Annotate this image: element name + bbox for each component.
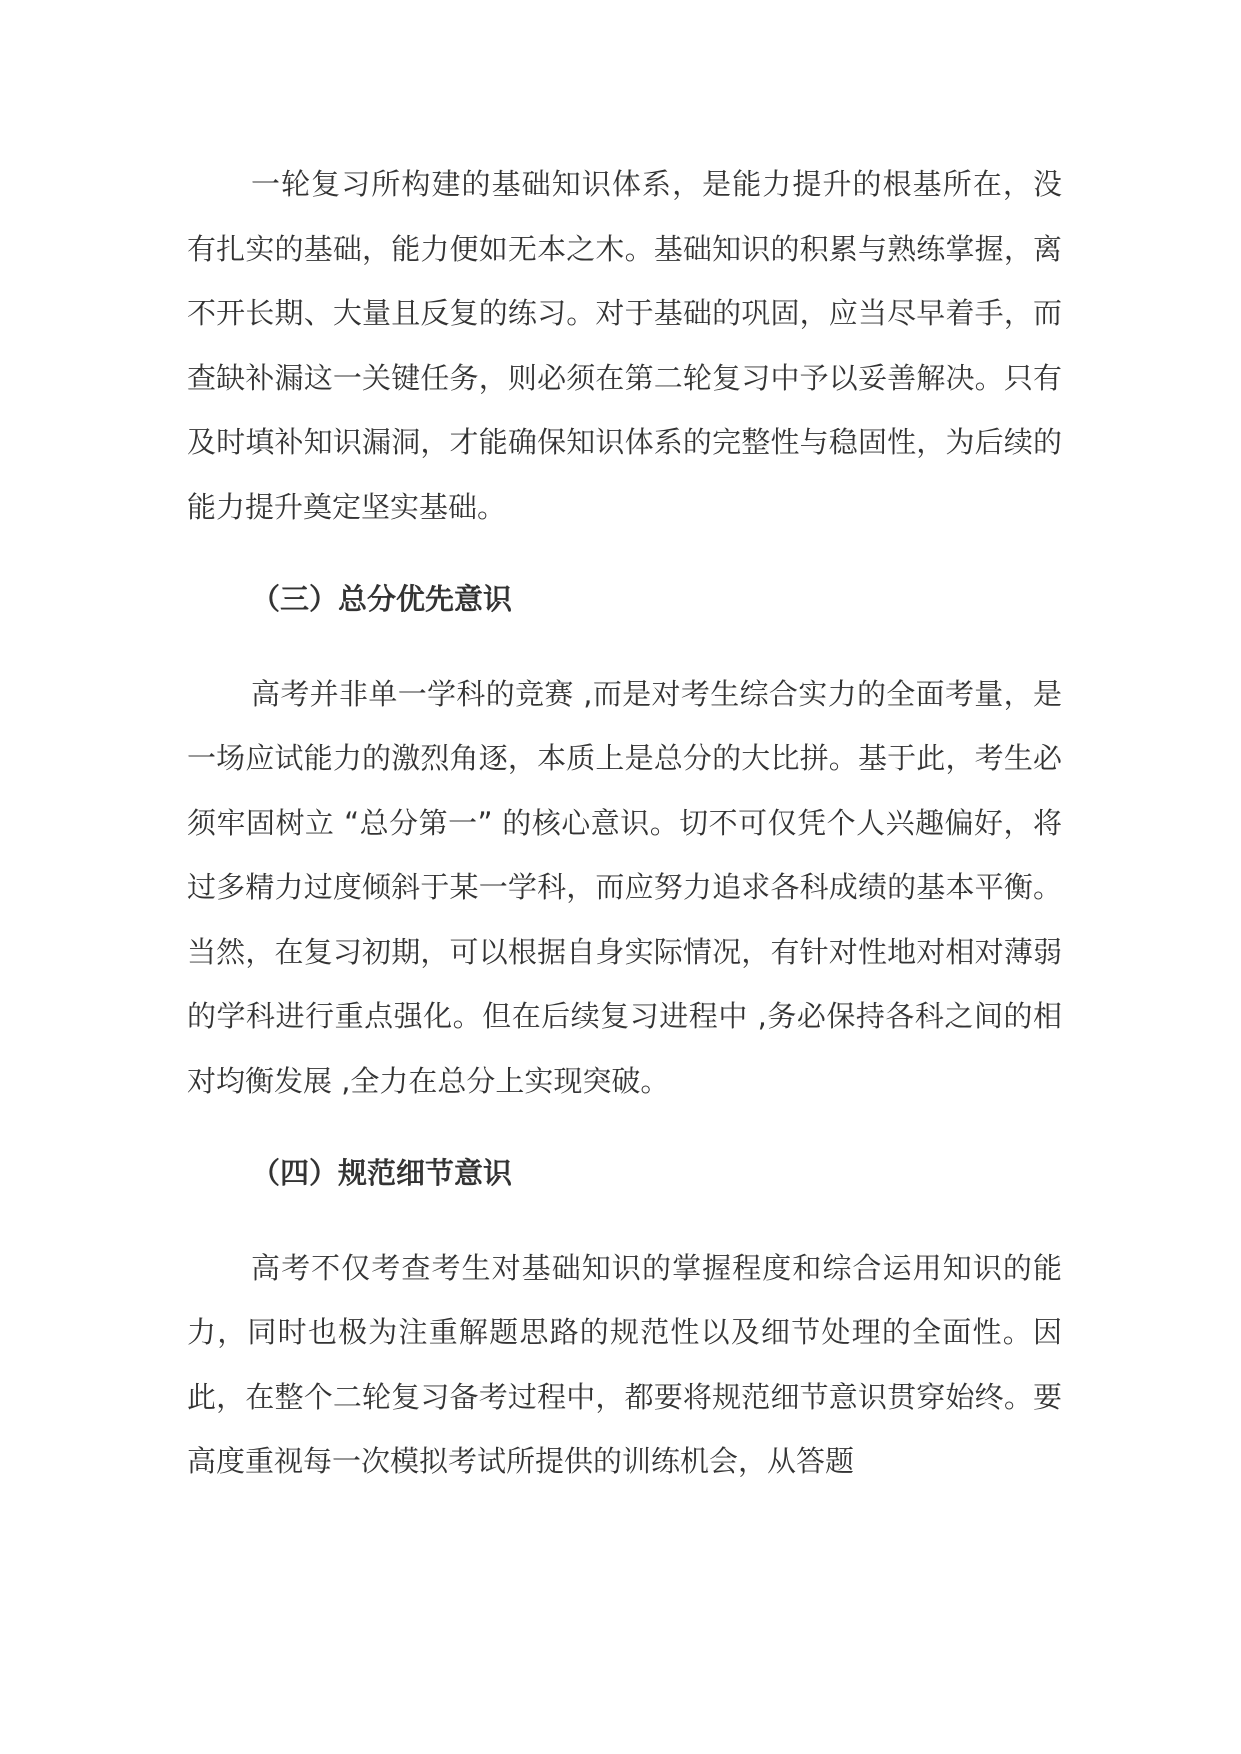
section-heading-total-score: （三）总分优先意识 <box>251 582 513 616</box>
section-heading-standards-details: （四）规范细节意识 <box>251 1156 513 1190</box>
paragraph-standards-details: 高考不仅考查考生对基础知识的掌握程度和综合运用知识的能力，同时也极为注重解题思路的规范性以及细节处理的全面性。因此，在整个二轮复习备考过程中，都要将规范细节意识贯穿始终。要高度重视每一次模拟考试所提供的训练机会，从答题 <box>187 1250 1062 1478</box>
document-body <box>187 152 1062 1494</box>
paragraph-total-score-priority: 高考并非单一学科的竞赛 ,而是对考生综合实力的全面考量，是一场应试能力的激烈角逐，本质上是总分的大比拼。基于此，考生必须牢固树立 “总分第一” 的核心意识。切不可仅凭个人兴趣偏好，将过多精力过度倾斜于某一学科，而应努力追求各科成绩的基本平衡。当然，在复习初期，可以根据自身实际情况，有针对性地对相对薄弱的学科进行重点强化。但在后续复习进程中 ,务必保持各科之间的相对均衡发展 ,全力在总分上实现突破。 <box>187 676 1062 1098</box>
paragraph-foundation-knowledge: 一轮复习所构建的基础知识体系，是能力提升的根基所在，没有扎实的基础，能力便如无本之木。基础知识的积累与熟练掌握，离不开长期、大量且反复的练习。对于基础的巩固，应当尽早着手，而查缺补漏这一关键任务，则必须在第二轮复习中予以妥善解决。只有及时填补知识漏洞，才能确保知识体系的完整性与稳固性，为后续的能力提升奠定坚实基础。 <box>187 167 1062 524</box>
